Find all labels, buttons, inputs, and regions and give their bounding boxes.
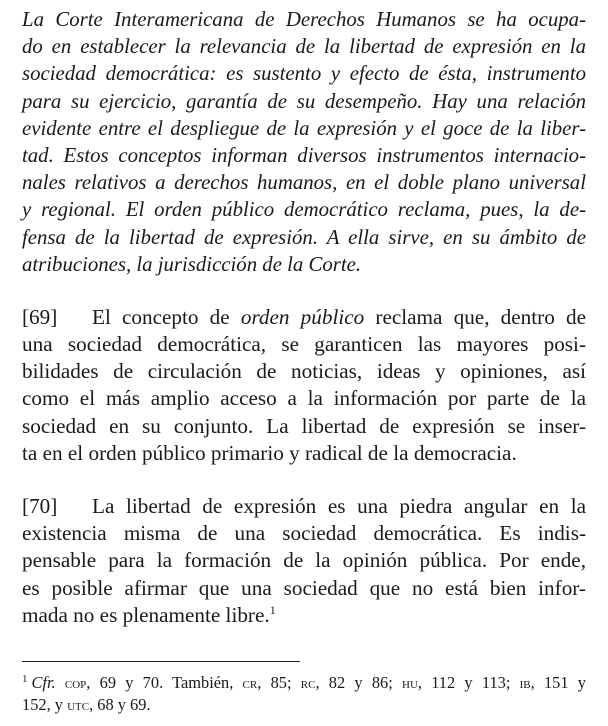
footnote-abbrev: cr — [242, 673, 258, 692]
footnote-text: , 112 y 113; — [417, 673, 520, 692]
footnote-text: 152, y — [22, 694, 68, 714]
footnote-abbrev: cop — [64, 673, 87, 692]
paragraph-intro — [22, 6, 586, 278]
text-line: pensable para la formación de la opinión pública. Por ende, — [22, 548, 586, 573]
text-line: ta en el orden público primario y radical de la democracia. — [22, 440, 517, 465]
text-line — [22, 602, 586, 629]
footnote-text: , 69 y 70. También, — [86, 673, 243, 692]
text-line: bilidades de circulación de noticias, ideas y opiniones, así — [22, 359, 586, 384]
paragraph-69 — [22, 304, 586, 467]
text-segment: La libertad de expresión es una piedra angular en la — [92, 494, 586, 518]
paragraph-number: [70] — [22, 494, 58, 518]
text-line — [22, 493, 586, 520]
footnote-cfr: Cfr. — [31, 673, 56, 692]
footnote-text: , 82 y 86; — [315, 673, 402, 692]
footnote-line — [22, 694, 586, 716]
text-line — [22, 304, 586, 331]
footnote-divider — [22, 661, 300, 662]
text-line: sociedad democrática: es sustento y efecto de ésta, instrumento — [22, 62, 586, 86]
footnote-number: 1 — [22, 672, 28, 685]
text-line: para su ejercicio, garantía de su desempeño. Hay una relación — [22, 89, 586, 113]
footnote-text: , 85; — [257, 673, 301, 692]
text-line: La Corte Interamericana de Derechos Humanos se ha ocupa- — [22, 8, 586, 31]
text-segment: mada no es plenamente libre. — [22, 602, 270, 627]
text-line: tad. Estos conceptos informan diversos instrumentos internacio- — [22, 143, 586, 167]
text-line: existencia misma de una sociedad democrática. Es indis- — [22, 521, 586, 546]
footnote-reference[interactable]: 1 — [269, 602, 276, 617]
footnote-abbrev: ib — [519, 673, 531, 692]
text-line: una sociedad democrática, se garanticen las mayores posi- — [22, 332, 586, 357]
footnote-abbrev: utc — [67, 694, 90, 714]
emphasis-text: orden público — [240, 304, 365, 329]
footnote-line — [22, 672, 586, 694]
paragraph-70 — [22, 493, 586, 629]
text-line: evidente entre el despliegue de la expresión y el goce de la liber- — [22, 116, 586, 140]
text-segment: reclama que, dentro de — [364, 304, 586, 329]
footnote-text: , 68 y 69. — [89, 694, 151, 714]
text-line: nales relativos a derechos humanos, en el doble plano universal — [22, 171, 586, 195]
text-line: es posible afirmar que una sociedad que no está bien infor- — [22, 575, 586, 600]
footnote-abbrev: hu — [402, 673, 418, 692]
text-line: fensa de la libertad de expresión. A ella sirve, en su ámbito de — [22, 225, 586, 249]
footnote-text: , 151 y — [530, 673, 586, 692]
text-segment: El concepto de — [92, 304, 241, 329]
paragraph-number: [69] — [22, 304, 58, 329]
text-line: atribuciones, la jurisdicción de la Corte. — [22, 252, 362, 276]
text-line: do en establecer la relevancia de la libertad de expresión en la — [22, 35, 586, 59]
footnote-abbrev: rc — [300, 673, 316, 692]
footnote — [22, 672, 586, 716]
text-line: y regional. El orden público democrático reclama, pues, la de- — [22, 198, 586, 222]
text-line: sociedad en su conjunto. La libertad de expresión se inser- — [22, 413, 586, 438]
text-line: como el más amplio acceso a la información por parte de la — [22, 386, 586, 411]
document-page — [22, 6, 586, 629]
